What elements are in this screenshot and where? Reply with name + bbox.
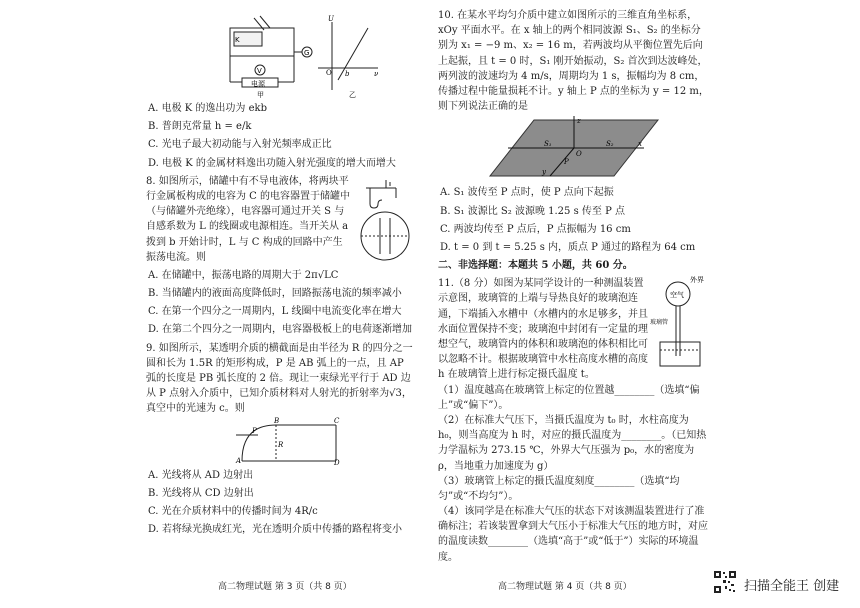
q7-option-c: C. 光电子最大初动能与入射光频率成正比 (148, 139, 332, 151)
origin-label: O (576, 150, 582, 159)
q10-stem: 10. 在某水平均匀介质中建立如图所示的三维直角坐标系，xOy 平面水平。在 x 轴上的两个相同波源 S₁、S₂ 的坐标分别为 x₁ = −9 m、x₂ = 16 m，若两波均从平衡位置先后向上起振，且 t = 0 时，S₁ 刚开始振动，S₂ 首次到达波峰处，两列波的波速均为 4 m/s，周期均为 1 s，振幅均为 8 cm，传播过程中能量损耗不计。y 轴上 P 点的坐标为 y = 12 m，则下列说法正确的是 (438, 10, 709, 113)
label-power-source: 电源 (251, 80, 265, 88)
label-k: K (235, 36, 240, 44)
q7-figure (146, 8, 414, 98)
point-c: C (334, 416, 340, 425)
glass-tube-label: 玻璃管 (650, 319, 669, 327)
q8-option-d: D. 在第二个四分之一周期内，电容器极板上的电荷逐渐增加 (148, 324, 413, 336)
q7-option-d: D. 电极 K 的金属材料逸出功随入射光强度的增大而增大 (148, 157, 396, 169)
label-v: V (257, 67, 262, 75)
q9-option-a: A. 光线将从 AD 边射出 (148, 469, 254, 481)
q9-option-c: C. 光在介质材料中的传播时间为 4R/c (148, 505, 318, 517)
outside-label: 外界 (690, 276, 704, 285)
q11-part-2: （2）在标准大气压下，当摄氏温度为 t₀ 时，水柱高度为 h₀，则当高度为 h 时，对应的摄氏温度为________。（已知热力学温标为 273.15 ℃，外界大气压强为 p₀，水的密度为 ρ，当地重力加速度为 g） (438, 414, 707, 472)
q11-stem: 11.（8 分）如图为某同学设计的一种测温装置示意图，玻璃管的上端与导热良好的玻璃泡连通，下端插入水槽中（水槽内的水足够多，并且水面位置保持不变；玻璃泡中封闭有一定量的理想空气，玻璃管内的体积和玻璃泡的体积相比可以忽略不计。根据玻璃管中水柱高度水槽的高度 h 在玻璃管上进行标定摄氏温度 t。 (438, 278, 648, 381)
axis-y-label: y (542, 168, 546, 177)
q11-block (438, 276, 710, 382)
point-b: B (274, 416, 280, 425)
q8-figure (356, 174, 414, 264)
q9-figure (146, 417, 414, 465)
q11-figure (650, 276, 710, 370)
qr-code-icon (713, 570, 737, 594)
q7-option-a: A. 电极 K 的逸出功为 ekb (148, 103, 267, 114)
point-a: A (236, 456, 242, 465)
point-d: D (334, 458, 340, 465)
watermark-text: 扫描全能王 创建 (744, 579, 840, 594)
right-page-footer: 高二物理试题 第 4 页（共 8 页） (498, 582, 632, 592)
q10-figure (438, 114, 710, 182)
photoelectric-circuit-diagram (230, 16, 312, 87)
axis-u-label: U (328, 15, 334, 23)
q10-option-c: C. 两波均传至 P 点后，P 点振幅为 16 cm (440, 223, 631, 235)
bulb-air-label: 空气 (670, 291, 684, 300)
axis-x-label: x (638, 140, 642, 149)
q8-option-c: C. 在第一个四分之一周期内，L 线圈中电流变化率在增大 (148, 306, 402, 318)
q11-part-4: （4）该同学是在标准大气压的状态下对该测温装置进行了准确标注；若该装置拿到大气压小于标准大气压的地方时，对应的温度读数________（选填“高于”或“低于”）实际的环境温度。 (438, 506, 708, 563)
q9-stem: 9. 如图所示，某透明介质的横截面是由半径为 R 的四分之一圆和长为 1.5R 的矩形构成，P 是 AB 弧上的一点，且 AP 弧的长度是 PB 弧长度的 2 倍。现让一束绿光平行于 AD 边从 P 点射入介质中，已知介质材料对人射光的折射率为√3，真空中的光速为 c。则 (146, 342, 413, 415)
point-p-label: P (564, 158, 569, 167)
q9-option-b: B. 光线将从 CD 边射出 (148, 487, 254, 499)
right-page-column (438, 8, 710, 565)
voltage-frequency-graph (318, 22, 378, 90)
left-page-column (146, 8, 414, 540)
point-p: P (252, 426, 257, 435)
q10-option-a: A. S₁ 波传至 P 点时，使 P 点向下起振 (440, 187, 614, 199)
axis-nu-label: ν (374, 70, 379, 78)
q8-block (146, 174, 414, 265)
label-yi: 乙 (349, 91, 356, 98)
q10-option-b: B. S₁ 波源比 S₂ 波源晚 1.25 s 传至 P 点 (440, 205, 625, 217)
q7-option-b: B. 普朗克常量 h = e/k (148, 121, 252, 133)
q8-option-b: B. 当储罐内的液面高度降低时，回路振荡电流的频率减小 (148, 288, 402, 300)
q8-stem: 8. 如图所示，储罐中有不导电液体，将两块平行金属板构成的电容为 C 的电容器置于储罐中（与储罐外壳绝缘），电容器可通过开关 S 与自感系数为 L 的线圈或电源相连。当开关从 a 拨到 b 开始计时，L 与 C 构成的回路中产生振荡电流。则 (146, 175, 351, 263)
q8-option-a: A. 在储罐中，振荡电路的周期大于 2π√LC (148, 269, 339, 281)
source-s1-label: S₁ (544, 140, 552, 149)
q10-option-d: D. t = 0 到 t = 5.25 s 内，质点 P 通过的路程为 64 cm (440, 241, 696, 253)
section-2-heading: 二、非选择题：本题共 5 小题，共 60 分。 (438, 260, 633, 272)
axis-b-label: b (345, 70, 350, 78)
axis-z-label: z (577, 117, 581, 126)
source-s2-label: S₂ (606, 140, 614, 149)
label-jia: 甲 (257, 91, 264, 98)
label-g: G (304, 49, 310, 57)
q11-part-1: （1）温度越高在玻璃管上标定的位置越________（选填“偏上”或“偏下”）。 (438, 384, 700, 411)
axis-origin-label: O (326, 69, 332, 77)
q11-part-3: （3）玻璃管上标定的摄氏温度刻度________（选填“均匀”或“不均匀”）。 (438, 475, 680, 502)
radius-r: R (278, 440, 284, 449)
left-page-footer: 高二物理试题 第 3 页（共 8 页） (218, 582, 352, 592)
q9-option-d: D. 若将绿光换成红光，光在透明介质中传播的路程将变小 (148, 524, 403, 536)
